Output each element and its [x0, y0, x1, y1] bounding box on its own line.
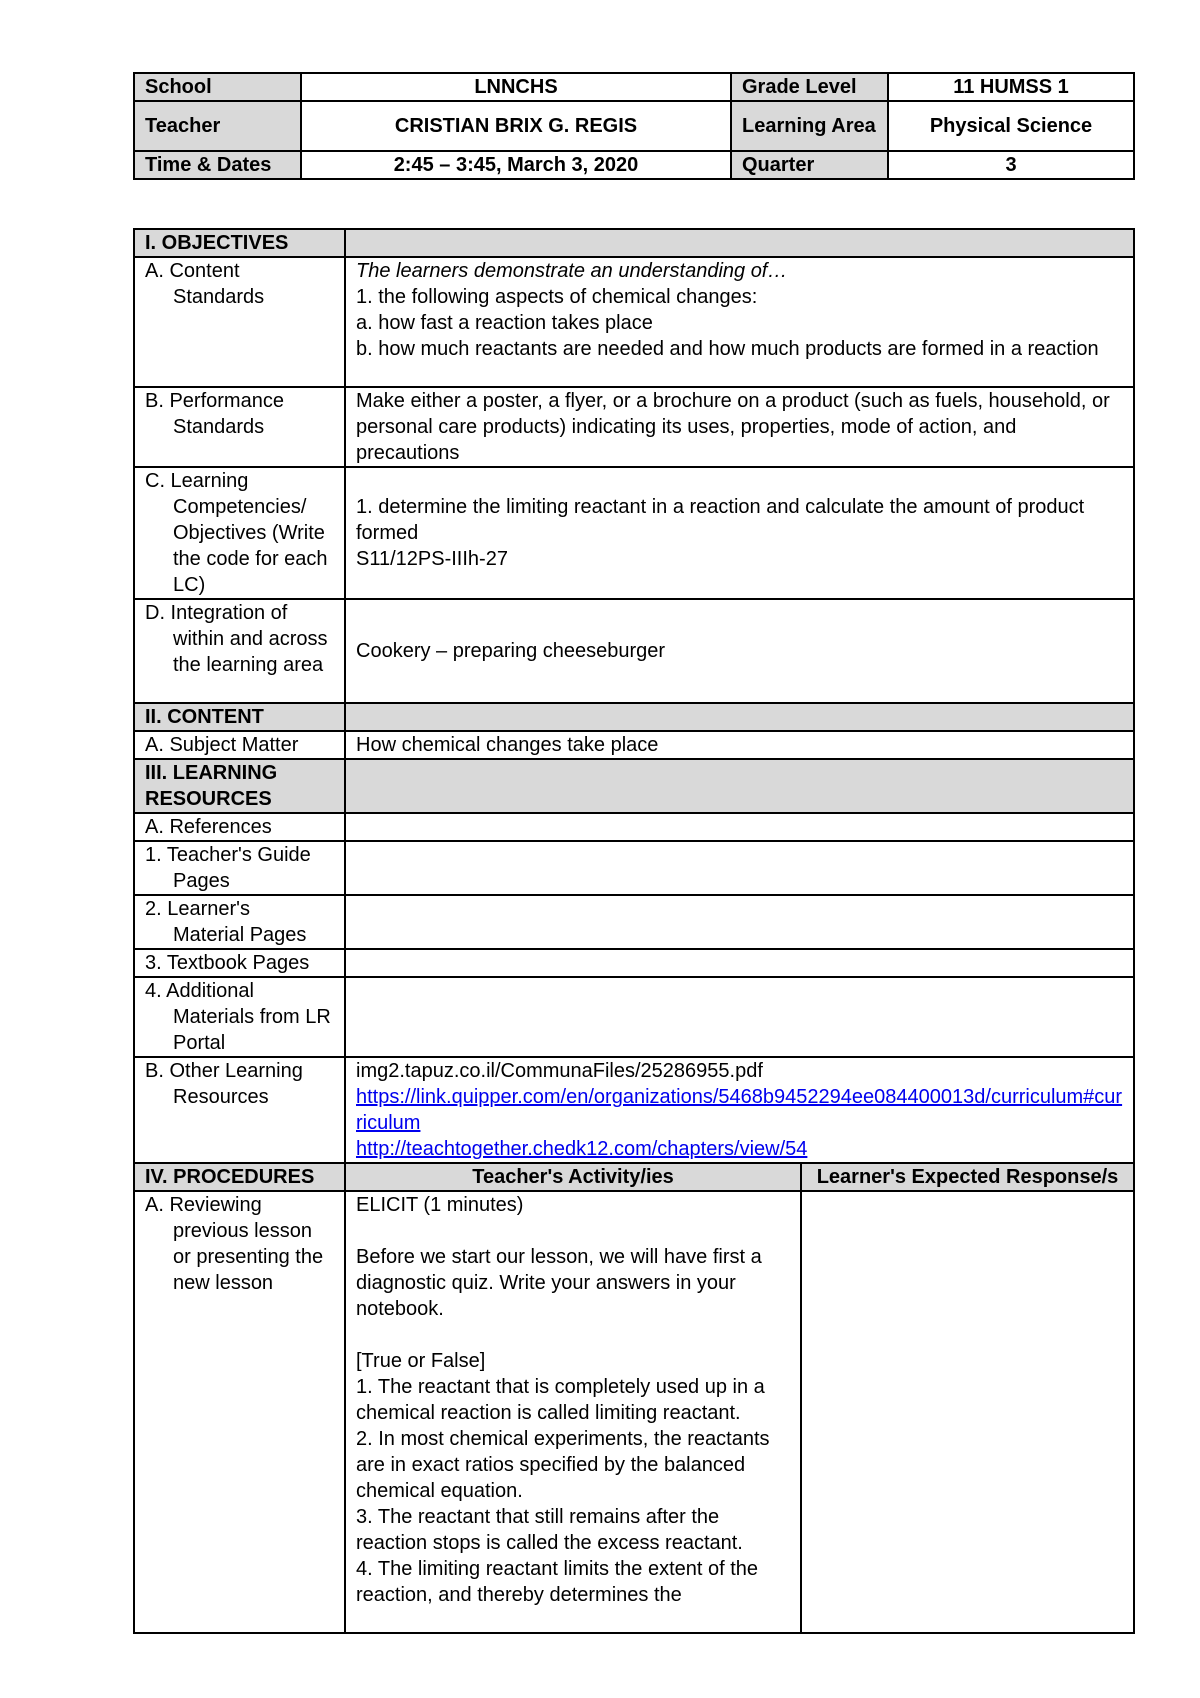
teacher-activity-cell — [345, 1191, 801, 1633]
content-line: 1. the following aspects of chemical changes: — [356, 286, 758, 308]
teacher-value: CRISTIAN BRIX G. REGIS — [301, 101, 731, 151]
content-line: b. how much reactants are needed and how much products are formed in a reaction — [356, 338, 1099, 360]
additional-materials-label-b: Materials from LR Portal — [173, 1006, 331, 1054]
row-content-standards — [134, 257, 1134, 387]
subject-matter-value: How chemical changes take place — [345, 731, 1134, 759]
section-learning-resources — [134, 759, 1134, 813]
competencies-label-b: Competencies/ Objectives (Write the code for each LC) — [173, 496, 328, 596]
performance-standards-label-b: Standards — [173, 416, 265, 438]
time-dates-label: Time & Dates — [134, 151, 301, 179]
content-standards-label-b: Standards — [173, 286, 265, 308]
reviewing-label-a: A. Reviewing — [145, 1194, 262, 1216]
section-objectives — [134, 229, 1134, 257]
performance-standards-text: Make either a poster, a flyer, or a brochure on a product (such as fuels, household, or personal care products) indicating its uses, properties, mode of action, and precautions — [345, 387, 1134, 467]
quiz-item: 2. In most chemical experiments, the reactants are in exact ratios specified by the balanced chemical equation. — [356, 1428, 770, 1502]
row-reviewing — [134, 1191, 1134, 1633]
teachers-guide-label-b: Pages — [173, 870, 230, 892]
competencies-text: 1. determine the limiting reactant in a reaction and calculate the amount of product formed — [356, 496, 1085, 544]
other-resources-plain: img2.tapuz.co.il/CommunaFiles/25286955.pdf — [356, 1060, 763, 1082]
additional-materials-label-a: 4. Additional — [145, 980, 254, 1002]
teacher-activity-header: Teacher's Activity/ies — [345, 1163, 801, 1191]
quarter-label: Quarter — [731, 151, 888, 179]
content-standards-text — [345, 257, 1134, 387]
quiz-item: 1. The reactant that is completely used up in a chemical reaction is called limiting reactant. — [356, 1376, 765, 1424]
learning-area-value: Physical Science — [888, 101, 1134, 151]
section-procedures — [134, 1163, 1134, 1191]
competencies-code: S11/12PS-IIIh-27 — [356, 548, 508, 570]
teachtogether-link[interactable]: http://teachtogether.chedk12.com/chapters/view/54 — [356, 1138, 808, 1160]
row-additional-materials — [134, 977, 1134, 1057]
quiz-type: [True or False] — [356, 1350, 486, 1372]
reviewing-label-b: previous lesson or presenting the new lesson — [173, 1220, 324, 1294]
row-subject-matter — [134, 731, 1134, 759]
learners-material-label-a: 2. Learner's — [145, 898, 250, 920]
quipper-link[interactable]: https://link.quipper.com/en/organizations/5468b9452294ee084400013d/curriculum#curriculum — [356, 1086, 1123, 1134]
performance-standards-label-a: B. Performance — [145, 390, 284, 412]
procedures-title: IV. PROCEDURES — [134, 1163, 345, 1191]
competencies-cell — [345, 467, 1134, 599]
time-dates-value: 2:45 – 3:45, March 3, 2020 — [301, 151, 731, 179]
row-teachers-guide — [134, 841, 1134, 895]
elicit-intro: Before we start our lesson, we will have first a diagnostic quiz. Write your answers in your notebook. — [356, 1246, 762, 1320]
learners-material-label-b: Material Pages — [173, 924, 307, 946]
row-references — [134, 813, 1134, 841]
integration-label-b: within and across the learning area — [173, 628, 328, 676]
lesson-plan-table — [133, 228, 1135, 1634]
header-table — [133, 72, 1135, 180]
teacher-label: Teacher — [134, 101, 301, 151]
learning-area-label: Learning Area — [731, 101, 888, 151]
row-integration — [134, 599, 1134, 703]
learning-resources-title: III. LEARNING RESOURCES — [134, 759, 345, 813]
row-learning-competencies — [134, 467, 1134, 599]
content-line: a. how fast a reaction takes place — [356, 312, 653, 334]
elicit-title: ELICIT (1 minutes) — [356, 1194, 524, 1216]
section-content — [134, 703, 1134, 731]
integration-text: Cookery – preparing cheeseburger — [345, 599, 1134, 703]
quarter-value: 3 — [888, 151, 1134, 179]
references-label: A. References — [134, 813, 345, 841]
content-line: The learners demonstrate an understanding of… — [356, 260, 788, 282]
objectives-title: I. OBJECTIVES — [134, 229, 345, 257]
content-standards-label-a: A. Content — [145, 260, 240, 282]
content-title: II. CONTENT — [134, 703, 345, 731]
grade-level-value: 11 HUMSS 1 — [888, 73, 1134, 101]
quiz-item: 3. The reactant that still remains after the reaction stops is called the excess reactant. — [356, 1506, 743, 1554]
quiz-item: 4. The limiting reactant limits the extent of the reaction, and thereby determines the — [356, 1558, 759, 1606]
other-resources-label-b: Resources — [173, 1086, 269, 1108]
row-textbook-pages — [134, 949, 1134, 977]
row-performance-standards — [134, 387, 1134, 467]
competencies-label-a: C. Learning — [145, 470, 249, 492]
grade-level-label: Grade Level — [731, 73, 888, 101]
subject-matter-label: A. Subject Matter — [134, 731, 345, 759]
textbook-pages-label: 3. Textbook Pages — [134, 949, 345, 977]
teachers-guide-label-a: 1. Teacher's Guide — [145, 844, 311, 866]
row-learners-material — [134, 895, 1134, 949]
school-value: LNNCHS — [301, 73, 731, 101]
other-resources-label-a: B. Other Learning — [145, 1060, 303, 1082]
learner-response-cell — [801, 1191, 1134, 1633]
integration-label-a: D. Integration of — [145, 602, 288, 624]
row-other-resources — [134, 1057, 1134, 1163]
school-label: School — [134, 73, 301, 101]
learner-response-header: Learner's Expected Response/s — [801, 1163, 1134, 1191]
other-resources-cell — [345, 1057, 1134, 1163]
